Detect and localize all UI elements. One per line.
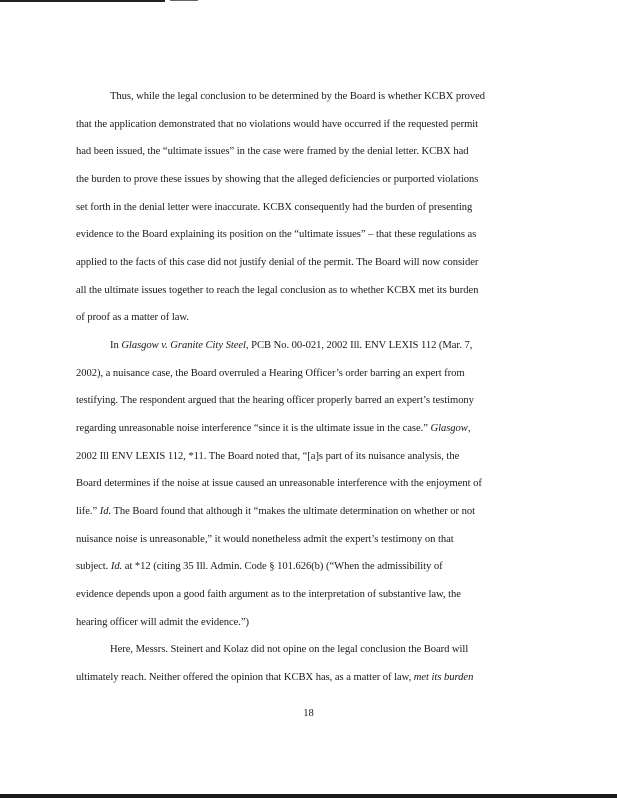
case-citation: Glasgow v. Granite City Steel: [121, 340, 246, 351]
text-segment: In: [110, 340, 122, 351]
paragraph-2-line-4: [76, 422, 470, 435]
paragraph-1-line-1: Thus, while the legal conclusion to be determined by the Board is whether KCBX proved: [110, 91, 485, 102]
paragraph-1-line-9: of proof as a matter of law.: [76, 312, 189, 323]
italic-phrase: met its burden: [413, 672, 474, 683]
paragraph-1-line-3: had been issued, the “ultimate issues” in the case were framed by the denial letter. KCBX had: [76, 146, 469, 157]
text-segment: ultimately reach. Neither offered the opinion that KCBX has, as a matter of law,: [76, 672, 414, 683]
id-citation: Id.: [110, 561, 123, 572]
id-citation: Id.: [99, 506, 112, 517]
text-segment: regarding unreasonable noise interference “since it is the ultimate issue in the case.”: [76, 423, 431, 434]
paragraph-1-line-7: applied to the facts of this case did not justify denial of the permit. The Board will now consider: [76, 257, 479, 268]
text-segment: life.”: [76, 506, 100, 517]
bottom-scan-rule: [0, 794, 617, 798]
case-citation: Glasgow: [430, 423, 468, 434]
paragraph-2-line-5: 2002 Ill ENV LEXIS 112, *11. The Board noted that, “[a]s part of its nuisance analysis, the: [76, 451, 460, 462]
paragraph-2-line-9: [76, 560, 443, 573]
paragraph-2-line-10: evidence depends upon a good faith argument as to the interpretation of substantive law, the: [76, 589, 461, 600]
paragraph-1-line-8: all the ultimate issues together to reach the legal conclusion as to whether KCBX met its burden: [76, 285, 479, 296]
text-segment: ,: [467, 423, 471, 434]
paragraph-2-line-3: testifying. The respondent argued that the hearing officer properly barred an expert’s testimony: [76, 395, 474, 406]
paragraph-2-line-2: 2002), a nuisance case, the Board overruled a Hearing Officer’s order barring an expert from: [76, 368, 465, 379]
paragraph-1-line-4: the burden to prove these issues by showing that the alleged deficiencies or purported violations: [76, 174, 479, 185]
paragraph-2-line-8: nuisance noise is unreasonable,” it would nonetheless admit the expert’s testimony on that: [76, 534, 454, 545]
text-segment: The Board found that although it “makes the ultimate determination on whether or not: [111, 506, 475, 517]
paragraph-2-line-6: Board determines if the noise at issue caused an unreasonable interference with the enjoyment of: [76, 478, 482, 489]
top-scan-rule: [0, 0, 165, 2]
paragraph-1-line-2: that the application demonstrated that no violations would have occurred if the requested permit: [76, 119, 479, 130]
text-segment: , PCB No. 00-021, 2002 Ill. ENV LEXIS 112 (Mar. 7,: [245, 340, 473, 351]
paragraph-1-line-6: evidence to the Board explaining its position on the “ultimate issues” – that these regulations as: [76, 229, 477, 240]
paragraph-2-line-11: hearing officer will admit the evidence.”): [76, 617, 250, 628]
text-segment: at *12 (citing 35 Ill. Admin. Code § 101.626(b) (“When the admissibility of: [122, 561, 443, 572]
paragraph-2-line-7: [76, 505, 475, 518]
top-scan-rule-tail: [170, 0, 198, 1]
paragraph-1-line-5: set forth in the denial letter were inaccurate. KCBX consequently had the burden of presenting: [76, 202, 473, 213]
text-segment: subject.: [76, 561, 111, 572]
paragraph-2-line-1: [110, 339, 472, 352]
paragraph-3-line-2: [76, 671, 473, 684]
paragraph-3-line-1: Here, Messrs. Steinert and Kolaz did not opine on the legal conclusion the Board will: [110, 644, 469, 655]
page-number: 18: [303, 708, 314, 719]
